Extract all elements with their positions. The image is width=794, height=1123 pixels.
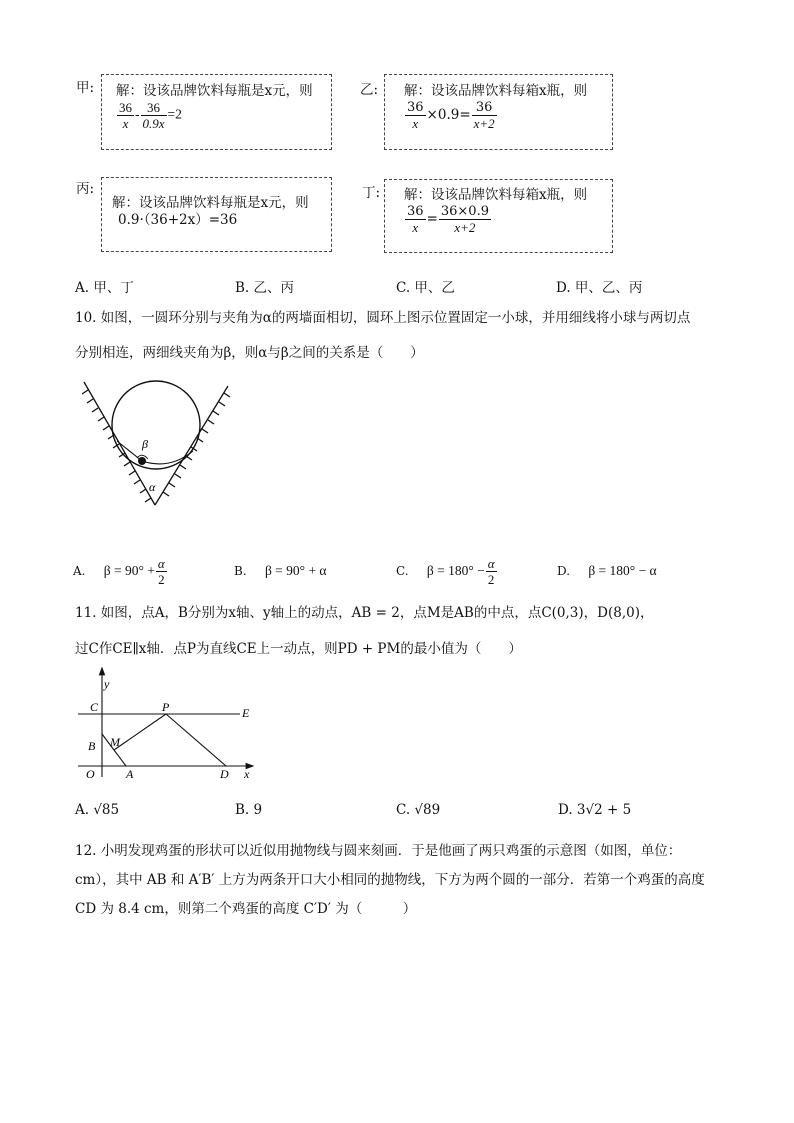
label-E: E	[242, 706, 250, 720]
q10-option-d[interactable]: D. β = 180° − α	[557, 563, 657, 578]
label-B: B	[88, 739, 96, 753]
label-C: C	[90, 700, 99, 714]
fig-label-beta: β	[142, 437, 148, 451]
ding-line1: 解：设该品牌饮料每箱x瓶，则	[404, 187, 588, 203]
bing-line1: 解：设该品牌饮料每瓶是x元，则	[112, 195, 309, 211]
jia-equation: $\frac{36}{x}$ - $\frac{36}{0.9x}$ =2	[119, 100, 182, 131]
q12-stem-line2: cm），其中 AB 和 A′B′ 上方为两条开口大小相同的抛物线，下方为两个圆的一部分．若第一个鸡蛋的高度	[75, 872, 705, 888]
q11-option-a[interactable]: A. √85	[75, 802, 120, 818]
label-A: A	[126, 767, 134, 781]
fig-label-alpha: α	[149, 480, 156, 494]
q9-option-c[interactable]: C. 甲、乙	[396, 280, 455, 296]
q11-figure-coordinate	[74, 667, 264, 783]
label-yi: 乙:	[360, 82, 379, 98]
label-O: O	[86, 767, 95, 781]
jia-line1: 解：设该品牌饮料每瓶是x元，则	[116, 83, 313, 99]
segment-PD	[166, 714, 226, 766]
q10-stem-line1: 10. 如图，一圆环分别与夹角为α的两墙面相切，圆环上图示位置固定一小球，并用细线将小球与两切点	[75, 310, 691, 326]
q11-option-d[interactable]: D. 3√2 + 5	[558, 802, 632, 818]
label-D: D	[220, 767, 229, 781]
q9-option-a[interactable]: A. 甲、丁	[75, 280, 134, 296]
label-P: P	[162, 700, 170, 714]
label-M: M	[110, 735, 120, 749]
q10-figure-ring-between-walls	[82, 380, 238, 510]
yi-equation: $\frac{36}{x}$ ×0.9= $\frac{36}{x+2}$	[407, 100, 495, 131]
q10-option-a[interactable]: A. β = 90° + $\frac{\alpha}{2}$	[73, 556, 165, 587]
q12-stem-line3: CD 为 8.4 cm，则第二个鸡蛋的高度 C′D′ 为（ ）	[75, 901, 417, 917]
q9-option-d[interactable]: D. 甲、乙、丙	[556, 280, 643, 296]
q10-option-b[interactable]: B. β = 90° + α	[234, 563, 327, 578]
q11-option-b[interactable]: B. 9	[235, 802, 263, 818]
q10-stem-line2: 分别相连，两细线夹角为β，则α与β之间的关系是（ ）	[75, 345, 424, 361]
solution-box-ding	[384, 179, 613, 253]
q9-option-b[interactable]: B. 乙、丙	[235, 280, 295, 296]
right-wall	[155, 386, 230, 505]
ding-equation: $\frac{36}{x}$ = $\frac{36\times 0.9}{x+2}$	[407, 204, 489, 235]
solution-box-yi	[384, 74, 613, 150]
solution-box-bing	[101, 177, 332, 252]
bing-line2: 0.9·（36+2x）=36	[118, 212, 238, 228]
small-ball	[138, 457, 146, 465]
label-jia: 甲:	[76, 80, 95, 96]
q11-stem-line2: 过C作CE∥x轴．点P为直线CE上一动点，则PD + PM的最小值为（ ）	[75, 641, 522, 657]
segment-PM	[114, 714, 166, 750]
q10-option-c[interactable]: C. β = 180° − $\frac{\alpha}{2}$	[396, 556, 495, 587]
q11-option-c[interactable]: C. √89	[396, 802, 441, 818]
q12-stem-line1: 12. 小明发现鸡蛋的形状可以近似用抛物线与圆来刻画．于是他画了两只鸡蛋的示意图（如图，单位：	[75, 843, 682, 859]
solution-box-jia	[101, 74, 332, 150]
label-bing: 丙:	[76, 181, 95, 197]
yi-line1: 解：设该品牌饮料每箱x瓶，则	[404, 83, 588, 99]
label-ding: 丁:	[362, 185, 381, 201]
label-x: x	[244, 767, 250, 781]
q11-stem-line1: 11. 如图，点A，B分别为x轴、y轴上的动点，AB = 2，点M是AB的中点，点C(0,3)，D(8,0)，	[75, 605, 654, 621]
label-y: y	[104, 677, 110, 691]
